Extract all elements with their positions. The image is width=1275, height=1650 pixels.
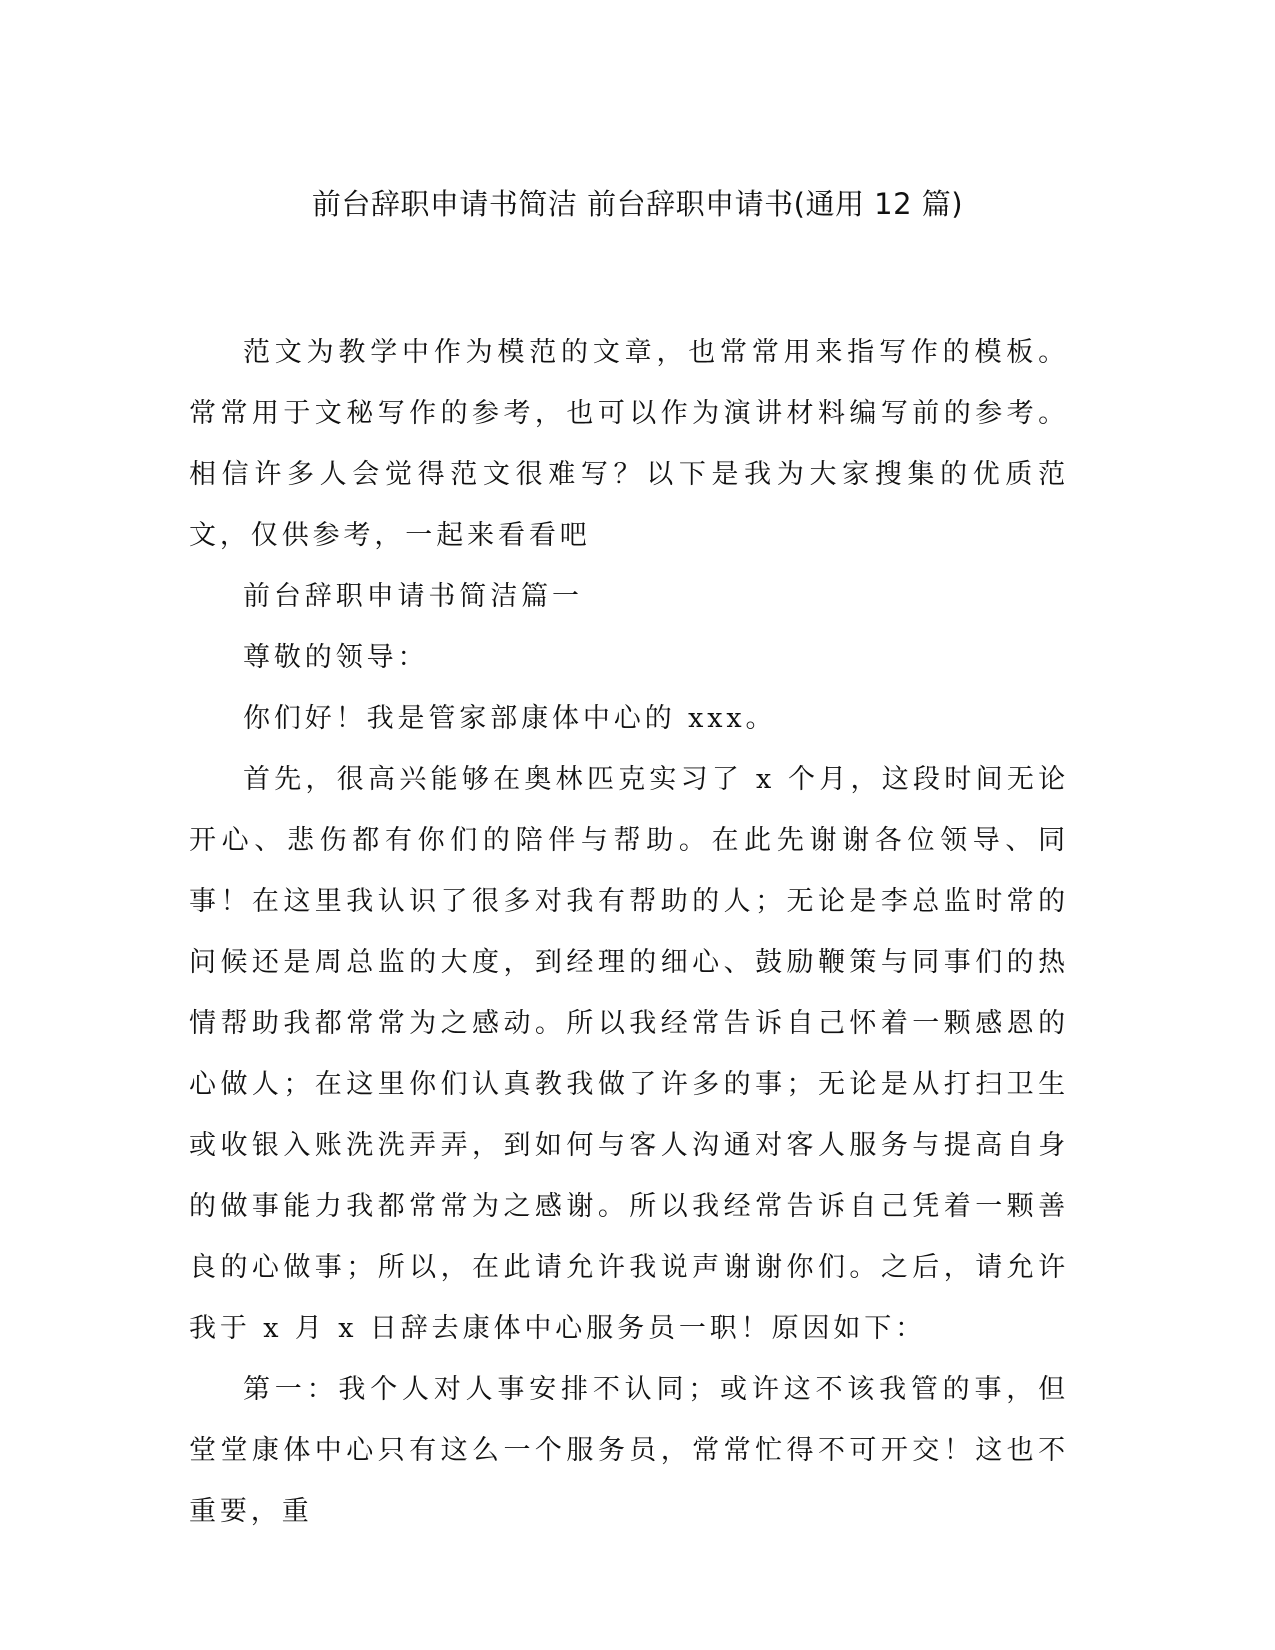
salutation: 尊敬的领导： [243, 642, 429, 673]
greeting-paragraph: 你们好！我是管家部康体中心的 xxx。 [243, 703, 777, 734]
main-paragraph: 首先，很高兴能够在奥林匹克实习了 x 个月，这段时间无论开心、悲伤都有你们的陪伴与帮助。在此先谢谢各位领导、同事！在这里我认识了很多对我有帮助的人；无论是李总监时常的问候还是周总监的大度，到经理的细心、鼓励鞭策与同事们的热情帮助我都常常为之感动。所以我经常告诉自己怀着一颗感恩的心做人；在这里你们认真教我做了许多的事；无论是从打扫卫生或收银入账洗洗弄弄，到如何与客人沟通对客人服务与提高自身的做事能力我都常常为之感谢。所以我经常告诉自己凭着一颗善良的心做事；所以，在此请允许我说声谢谢你们。之后，请允许我于 x 月 x 日辞去康体中心服务员一职！原因如下： [189, 764, 1069, 1344]
document-title: 前台辞职申请书简洁 前台辞职申请书(通用 12 篇) [311, 187, 964, 221]
reason-paragraph: 第一：我个人对人事安排不认同；或许这不该我管的事，但堂堂康体中心只有这么一个服务员，常常忙得不可开交！这也不重要，重 [189, 1374, 1069, 1527]
section-heading: 前台辞职申请书简洁篇一 [243, 581, 583, 612]
document-body [189, 322, 1069, 1542]
intro-paragraph: 范文为教学中作为模范的文章，也常常用来指写作的模板。常常用于文秘写作的参考，也可以作为演讲材料编写前的参考。相信许多人会觉得范文很难写？以下是我为大家搜集的优质范文，仅供参考，一起来看看吧 [189, 337, 1069, 551]
